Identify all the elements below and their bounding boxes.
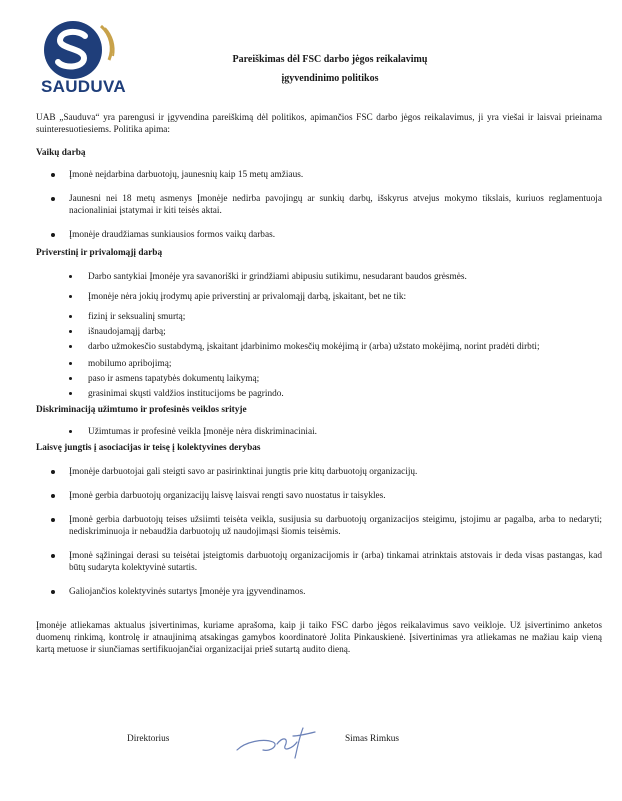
document-subtitle: įgyvendinimo politikos (281, 73, 379, 84)
list-discrimination (36, 426, 602, 438)
section-heading-child-labour: Vaikų darbą (36, 148, 86, 158)
list-item: grasinimai skųsti valdžios institucijoms be pagrindo. (36, 388, 602, 400)
section-heading-discrimination: Diskriminaciją užimtumo ir profesinės veiklos srityje (36, 405, 247, 415)
logo-wordmark: SAUDUVA (41, 77, 126, 96)
handwritten-signature (233, 724, 323, 760)
list-freedom-of-association (36, 466, 602, 598)
closing-paragraph: Įmonėje atliekamas aktualus įsivertinimas, kuriame aprašoma, kaip ji taiko FSC darbo jėgos reikalavimus savo veikloje. Už įsivertinimo anketos duomenų rinkimą, kontrolę ir atnaujinimą atsakingas gamybos koordinatorė Jolita Pinkauskienė. Įsivertinimas yra atliekamas ne mažiau kaip vieną kartą metuose ir siunčiamas sertifikuojančiai organizacijai prieš sutartą audito dieną. (36, 621, 602, 655)
list-item: išnaudojamąjį darbą; (36, 326, 602, 338)
list-item: fizinį ir seksualinį smurtą; (36, 311, 602, 323)
list-item: Įmonėje darbuotojai gali steigti savo ar pasirinktinai jungtis prie kitų darbuotojų organizacijų. (36, 466, 602, 478)
intro-paragraph: UAB „Sauduva“ yra parengusi ir įgyvendina pareiškimą dėl politikos, apimančios FSC darbo jėgos reikalavimus, ji yra viešai ir laisvai prieinama suinteresuotiesiems. Politika apima: (36, 113, 602, 135)
list-item: Darbo santykiai Įmonėje yra savanoriški ir grindžiami abipusiu sutikimu, nesudarant baudos grėsmės. (36, 271, 602, 283)
signature-role: Direktorius (127, 734, 170, 744)
list-item: Užimtumas ir profesinė veikla Įmonėje nėra diskriminaciniai. (36, 426, 602, 438)
list-item: darbo užmokesčio sustabdymą, įskaitant įdarbinimo mokesčių mokėjimą ir (arba) užstato mokėjimą, norint pradėti dirbti; (36, 341, 602, 353)
list-item: Jaunesni nei 18 metų asmenys Įmonėje nedirba pavojingų ar sunkių darbų, išskyrus atvejus mokymo tikslais, kuriuos reglamentuoja nacionaliniai įstatymai ir kiti teisės aktai. (36, 193, 602, 217)
company-logo (39, 20, 125, 104)
logo-emblem (39, 20, 125, 80)
signature-name: Simas Rimkus (345, 734, 399, 744)
list-child-labour (36, 169, 602, 241)
section-heading-freedom-of-association: Laisvę jungtis į asociacijas ir teisę į kolektyvines derybas (36, 443, 261, 453)
list-item: paso ir asmens tapatybės dokumentų laikymą; (36, 373, 602, 385)
list-item: Įmonė gerbia darbuotojų teises užsiimti teisėta veikla, susijusia su darbuotojų organizacijos steigimu, įstojimu ar pagalba, arba to nedaryti; nediskriminuoja ir nebaudžia darbuotojų už naudojimąsi šiomis teisėmis. (36, 514, 602, 538)
document-title: Pareiškimas dėl FSC darbo jėgos reikalavimų (232, 54, 428, 65)
section-heading-forced-labour: Priverstinį ir privalomąjį darbą (36, 248, 163, 258)
list-item: Įmonėje draudžiamas sunkiausios formos vaikų darbas. (36, 229, 602, 241)
list-item: mobilumo apribojimą; (36, 358, 602, 370)
list-item: Įmonė sąžiningai derasi su teisėtai įsteigtomis darbuotojų organizacijomis ir (arba) tinkamai atrinktais atstovais ir deda visas pastangas, kad būtų sudaryta kolektyvinė sutartis. (36, 550, 602, 574)
list-item: Įmonė neįdarbina darbuotojų, jaunesnių kaip 15 metų amžiaus. (36, 169, 602, 181)
document-body (36, 112, 602, 656)
list-item: Įmonė gerbia darbuotojų organizacijų laisvę laisvai rengti savo nuostatus ir taisykles. (36, 490, 602, 502)
list-item: Galiojančios kolektyvinės sutartys Įmonėje yra įgyvendinamos. (36, 586, 602, 598)
list-item: Įmonėje nėra jokių įrodymų apie priverstinį ar privalomąjį darbą, įskaitant, bet ne tik: (36, 291, 602, 303)
list-forced-labour (36, 271, 602, 400)
